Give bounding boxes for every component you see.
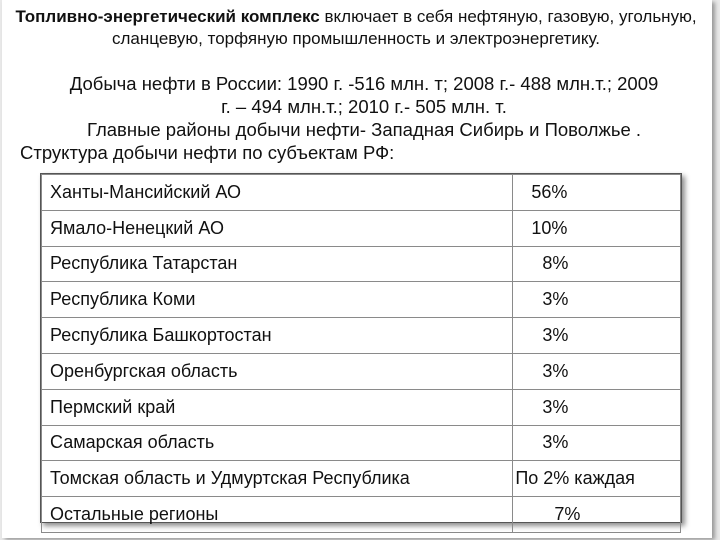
share-value: 8% <box>542 253 569 274</box>
share-value: По 2% каждая <box>515 468 635 489</box>
intro-text <box>12 6 700 50</box>
slide <box>2 0 712 538</box>
region-cell: Республика Коми <box>42 282 513 318</box>
table-row <box>42 210 681 246</box>
table-row <box>42 389 681 425</box>
oil-production-line-2: г. – 494 млн.т.; 2010 г.- 505 млн. т. <box>221 96 507 117</box>
share-cell <box>513 318 681 354</box>
structure-heading: Структура добычи нефти по субъектам РФ: <box>20 142 395 163</box>
region-cell: Томская область и Удмуртская Республика <box>42 461 513 497</box>
table-row <box>42 175 681 211</box>
region-cell: Ханты-Мансийский АО <box>42 175 513 211</box>
share-cell <box>513 282 681 318</box>
region-cell: Пермский край <box>42 389 513 425</box>
region-cell: Остальные регионы <box>42 497 513 533</box>
table-row <box>42 497 681 533</box>
share-value: 7% <box>554 504 581 525</box>
share-value: 3% <box>542 289 569 310</box>
table-row <box>42 246 681 282</box>
share-cell <box>513 175 681 211</box>
share-cell <box>513 389 681 425</box>
table-row <box>42 318 681 354</box>
region-cell: Республика Башкортостан <box>42 318 513 354</box>
share-value: 56% <box>531 181 568 202</box>
share-cell <box>513 497 681 533</box>
table-row <box>42 461 681 497</box>
main-regions-line: Главные районы добычи нефти- Западная Сибирь и Поволжье . <box>86 119 642 140</box>
table-row <box>42 282 681 318</box>
oil-production-line-1: Добыча нефти в России: 1990 г. -516 млн. т; 2008 г.- 488 млн.т.; 2009 <box>69 73 659 94</box>
region-cell: Ямало-Ненецкий АО <box>42 210 513 246</box>
oil-structure-table <box>41 174 681 533</box>
table-row <box>42 353 681 389</box>
share-value: 3% <box>542 396 569 417</box>
share-cell <box>513 353 681 389</box>
share-value: 3% <box>542 325 569 346</box>
share-value: 10% <box>531 217 568 238</box>
intro-bold-term: Топливно-энергетический комплекс <box>15 7 320 26</box>
intro-rest: включает в себя нефтяную, газовую, угольную, сланцевую, торфяную промышленность и электроэнергетику. <box>112 7 697 48</box>
region-cell: Самарская область <box>42 425 513 461</box>
share-cell <box>513 210 681 246</box>
share-value: 3% <box>542 432 569 453</box>
table-row <box>42 425 681 461</box>
share-cell <box>513 461 681 497</box>
share-cell <box>513 425 681 461</box>
region-cell: Оренбургская область <box>42 353 513 389</box>
oil-production-paragraph <box>20 72 704 164</box>
oil-structure-table-frame <box>40 173 682 523</box>
region-cell: Республика Татарстан <box>42 246 513 282</box>
share-value: 3% <box>542 360 569 381</box>
share-cell <box>513 246 681 282</box>
